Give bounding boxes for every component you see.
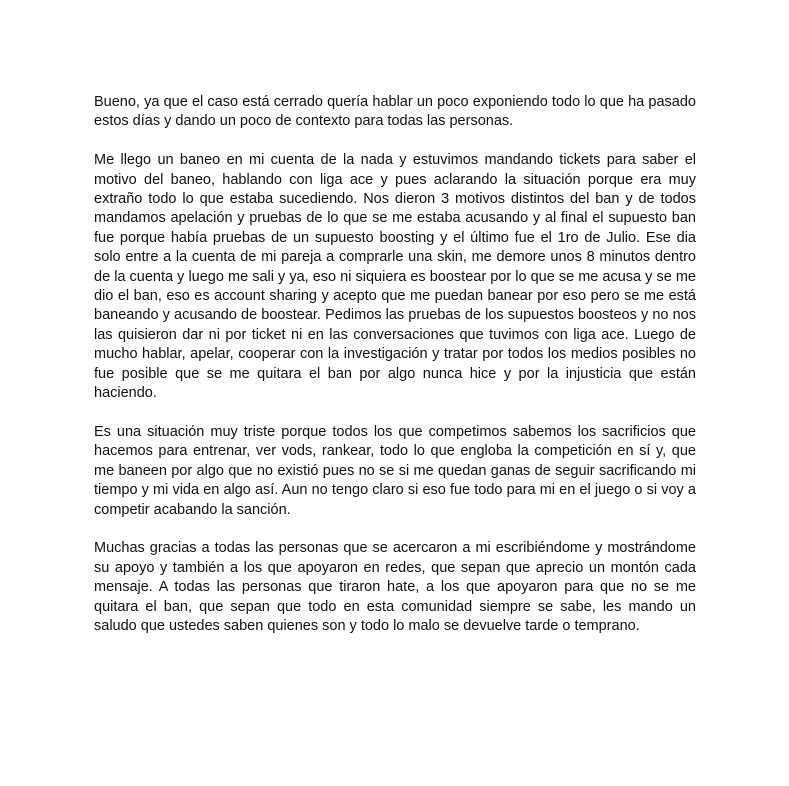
paragraph-intro: Bueno, ya que el caso está cerrado quería hablar un poco exponiendo todo lo que ha pasado estos días y dando un poco de contexto para todas las personas. — [94, 94, 696, 130]
paragraph-reflection: Es una situación muy triste porque todos los que competimos sabemos los sacrificios que hacemos para entrenar, ver vods, rankear, todo lo que engloba la competición en sí y, que me baneen por algo que no existió pues no se si me quedan ganas de seguir sacrificando mi tiempo y mi vida en algo así. Aun no tengo claro si eso fue todo para mi en el juego o si voy a competir acabando la sanción. — [94, 423, 696, 518]
document-body — [94, 93, 696, 656]
paragraph-thanks: Muchas gracias a todas las personas que se acercaron a mi escribiéndome y mostrándome su apoyo y también a los que apoyaron en redes, que sepan que aprecio un montón cada mensaje. A todas las personas que tiraron hate, a los que apoyaron para que no se me quitara el ban, que sepan que todo en esta comunidad siempre se sabe, les mando un saludo que ustedes saben quienes son y todo lo malo se devuelve tarde o temprano. — [94, 540, 696, 634]
paragraph-ban-details: Me llego un baneo en mi cuenta de la nada y estuvimos mandando tickets para saber el motivo del baneo, hablando con liga ace y pues aclarando la situación porque era muy extraño todo lo que estaba sucediendo. Nos dieron 3 motivos distintos del ban y de todos mandamos apelación y pruebas de lo que se me estaba acusando y al final el supuesto ban fue porque había pruebas de un supuesto boosting y el último fue el 1ro de Julio. Ese dia solo entre a la cuenta de mi pareja a comprarle una skin, me demore unos 8 minutos dentro de la cuenta y luego me sali y ya, eso ni siquiera es boostear por lo que se me acusa y se me dio el ban, eso es account sharing y acepto que me puedan banear por eso pero se me está baneando y acusando de boostear. Pedimos las pruebas de los supuestos boosteos y no nos las quisieron dar ni por ticket ni en las conversaciones que tuvimos con liga ace. Luego de mucho hablar, apelar, cooperar con la investigación y tratar por todos los medios posibles no fue posible que se me quitara el ban por algo nunca hice y por la injusticia que están haciendo. — [94, 152, 696, 402]
